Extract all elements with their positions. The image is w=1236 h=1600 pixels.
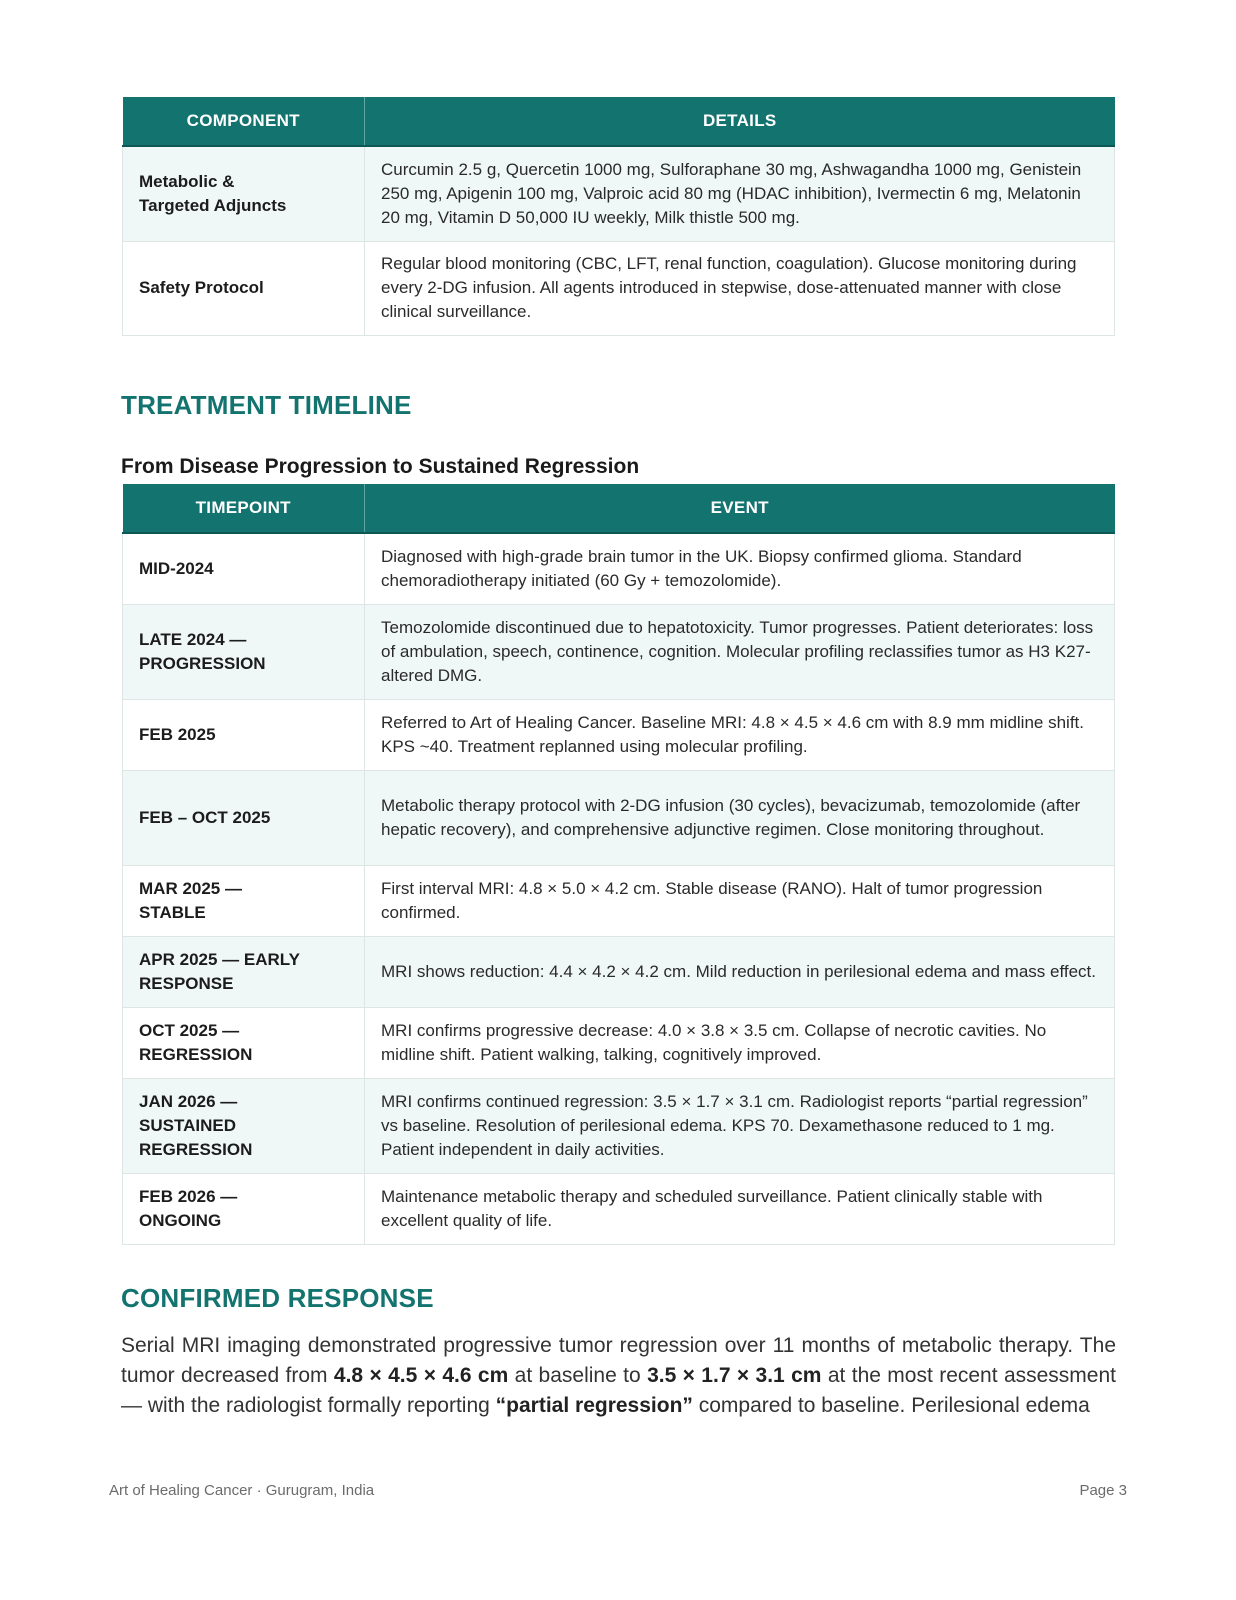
table-row (123, 241, 1115, 335)
timepoint-cell: MID-2024 (123, 533, 365, 604)
page-number: Page 3 (1079, 1482, 1127, 1499)
event-cell: Metabolic therapy protocol with 2-DG infusion (30 cycles), bevacizumab, temozolomide (after hepatic recovery), and comprehensive adjunctive regimen. Close monitoring throughout. (365, 770, 1115, 865)
table-row (123, 533, 1115, 604)
event-cell: Referred to Art of Healing Cancer. Baseline MRI: 4.8 × 4.5 × 4.6 cm with 8.9 mm midline shift. KPS ~40. Treatment replanned using molecular profiling. (365, 699, 1115, 770)
section-heading-confirmed-response: CONFIRMED RESPONSE (121, 1283, 434, 1313)
timepoint-cell: FEB 2026 — ONGOING (123, 1173, 365, 1244)
paragraph-text: Serial MRI imaging demonstrated progressive tumor regression over 11 months of metabolic therapy. The tumor decreased from (121, 1334, 1116, 1387)
paragraph-text: compared to baseline. Perilesional edema (692, 1394, 1090, 1417)
details-cell: Regular blood monitoring (CBC, LFT, renal function, coagulation). Glucose monitoring during every 2-DG infusion. All agents introduced in stepwise, dose-attenuated manner with close clinical surveillance. (365, 241, 1115, 335)
timepoint-cell: MAR 2025 — STABLE (123, 865, 365, 936)
table-row (123, 604, 1115, 699)
confirmed-response-paragraph (121, 1331, 1116, 1421)
timepoint-cell: LATE 2024 — PROGRESSION (123, 604, 365, 699)
event-cell: MRI shows reduction: 4.4 × 4.2 × 4.2 cm. Mild reduction in perilesional edema and mass effect. (365, 936, 1115, 1007)
table-row (123, 699, 1115, 770)
details-cell: Curcumin 2.5 g, Quercetin 1000 mg, Sulforaphane 30 mg, Ashwagandha 1000 mg, Genistein 250 mg, Apigenin 100 mg, Valproic acid 80 mg (HDAC inhibition), Ivermectin 6 mg, Melatonin 20 mg, Vitamin D 50,000 IU weekly, Milk thistle 500 mg. (365, 146, 1115, 241)
section-subheading: From Disease Progression to Sustained Regression (121, 455, 640, 478)
table-row (123, 1173, 1115, 1244)
column-header-details: DETAILS (365, 97, 1115, 146)
timepoint-cell: OCT 2025 — REGRESSION (123, 1007, 365, 1078)
table-row (123, 1007, 1115, 1078)
timepoint-cell: JAN 2026 — SUSTAINED REGRESSION (123, 1078, 365, 1173)
paragraph-text: at baseline to (508, 1364, 648, 1387)
table-row (123, 865, 1115, 936)
section-heading-treatment-timeline: TREATMENT TIMELINE (121, 390, 412, 420)
component-cell: Metabolic & Targeted Adjuncts (123, 146, 365, 241)
components-table (122, 97, 1115, 336)
recent-dimensions: 3.5 × 1.7 × 3.1 cm (647, 1364, 822, 1387)
timepoint-cell: FEB – OCT 2025 (123, 770, 365, 865)
column-header-component: COMPONENT (123, 97, 365, 146)
timepoint-cell: FEB 2025 (123, 699, 365, 770)
table-row (123, 936, 1115, 1007)
event-cell: Diagnosed with high-grade brain tumor in the UK. Biopsy confirmed glioma. Standard chemoradiotherapy initiated (60 Gy + temozolomide). (365, 533, 1115, 604)
timeline-table (122, 484, 1115, 1245)
paragraph-text: at the most recent assessment — with the radiologist formally reporting (121, 1364, 1116, 1417)
component-cell: Safety Protocol (123, 241, 365, 335)
components-table-header (123, 97, 1115, 146)
table-row (123, 1078, 1115, 1173)
table-row (123, 770, 1115, 865)
event-cell: Temozolomide discontinued due to hepatotoxicity. Tumor progresses. Patient deteriorates: loss of ambulation, speech, continence, cognition. Molecular profiling reclassifies tumor as H3 K27-altered DMG. (365, 604, 1115, 699)
baseline-dimensions: 4.8 × 4.5 × 4.6 cm (333, 1364, 509, 1387)
footer-organization: Art of Healing Cancer · Gurugram, India (109, 1482, 375, 1499)
event-cell: Maintenance metabolic therapy and scheduled surveillance. Patient clinically stable with excellent quality of life. (365, 1173, 1115, 1244)
event-cell: First interval MRI: 4.8 × 5.0 × 4.2 cm. Stable disease (RANO). Halt of tumor progression confirmed. (365, 865, 1115, 936)
column-header-timepoint: TIMEPOINT (123, 484, 365, 533)
radiology-finding: “partial regression” (495, 1394, 693, 1417)
timepoint-cell: APR 2025 — EARLY RESPONSE (123, 936, 365, 1007)
column-header-event: EVENT (365, 484, 1115, 533)
table-row (123, 146, 1115, 241)
timeline-table-header (123, 484, 1115, 533)
event-cell: MRI confirms progressive decrease: 4.0 × 3.8 × 3.5 cm. Collapse of necrotic cavities. No midline shift. Patient walking, talking, cognitively improved. (365, 1007, 1115, 1078)
event-cell: MRI confirms continued regression: 3.5 × 1.7 × 3.1 cm. Radiologist reports “partial regression” vs baseline. Resolution of perilesional edema. KPS 70. Dexamethasone reduced to 1 mg. Patient independent in daily activities. (365, 1078, 1115, 1173)
